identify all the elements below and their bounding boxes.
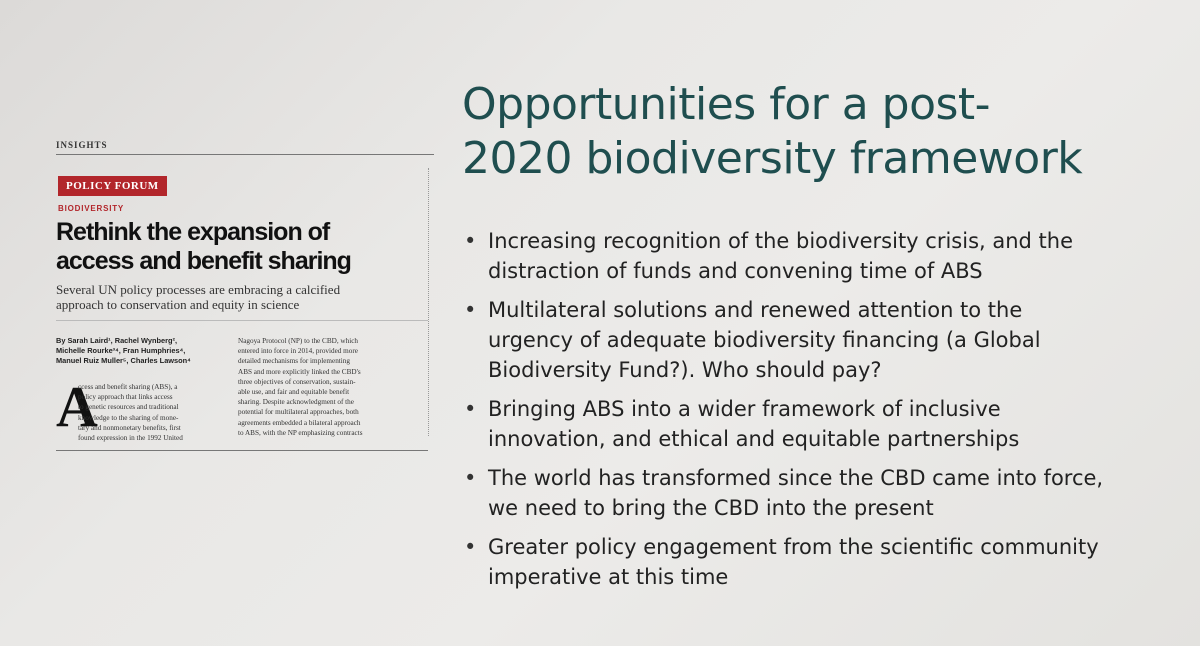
body-line: agreements embedded a bilateral approach <box>238 418 361 427</box>
bullet-line: we need to bring the CBD into the present <box>488 496 934 520</box>
bullet-item <box>462 394 1182 454</box>
section-label: BIODIVERSITY <box>58 204 125 213</box>
body-line: potential for multilateral approaches, both <box>238 408 359 417</box>
bullet-line: Biodiversity Fund?). Who should pay? <box>488 358 882 382</box>
article-subhead <box>56 282 416 312</box>
headline-line: Rethink the expansion of <box>56 218 330 246</box>
bullet-line: Bringing ABS into a wider framework of inclusive <box>488 397 1001 421</box>
title-line: 2020 biodiversity framework <box>462 133 1083 184</box>
subhead-line: approach to conservation and equity in science <box>56 297 300 312</box>
bullet-line: The world has transformed since the CBD came into force, <box>488 466 1104 490</box>
drop-cap: A <box>56 374 98 439</box>
article-body-left-column <box>78 382 230 443</box>
author-line: Manuel Ruiz Muller⁵, Charles Lawson⁴ <box>56 356 191 365</box>
insights-label: INSIGHTS <box>56 140 108 150</box>
column-edge-dots <box>428 168 435 436</box>
bullet-line: distraction of funds and convening time of ABS <box>488 259 983 283</box>
body-line: tary and nonmonetary benefits, first <box>78 423 181 432</box>
body-line: ccess and benefit sharing (ABS), a <box>78 383 178 391</box>
bottom-rule <box>56 450 428 451</box>
body-line: sharing. Despite acknowledgment of the <box>238 398 354 407</box>
bullet-line: Increasing recognition of the biodiversity crisis, and the <box>488 229 1074 253</box>
body-line: knowledge to the sharing of mone- <box>78 413 179 422</box>
bullet-line: Multilateral solutions and renewed attention to the <box>488 298 1023 322</box>
bullet-dot: • <box>464 535 477 559</box>
policy-forum-badge: POLICY FORUM <box>58 176 167 196</box>
body-line: entered into force in 2014, provided more <box>238 347 358 356</box>
bullet-item <box>462 532 1182 592</box>
body-line: to ABS, with the NP emphasizing contracts <box>238 428 363 437</box>
body-line: three objectives of conservation, sustain- <box>238 377 356 386</box>
author-line: By Sarah Laird¹, Rachel Wynberg², <box>56 336 178 345</box>
bullet-item <box>462 226 1182 286</box>
article-authors <box>56 336 232 366</box>
author-line: Michelle Rourke³⁴, Fran Humphries⁴, <box>56 346 186 355</box>
title-line: Opportunities for a post- <box>462 79 991 130</box>
headline-line: access and benefit sharing <box>56 247 351 275</box>
bullet-list <box>462 226 1182 601</box>
bullet-dot: • <box>464 229 477 253</box>
body-line: able use, and fair and equitable benefit <box>238 388 350 397</box>
body-line: policy approach that links access <box>78 393 173 402</box>
bullet-line: imperative at this time <box>488 565 729 589</box>
bullet-dot: • <box>464 466 477 490</box>
bullet-item <box>462 295 1182 385</box>
bullet-line: Greater policy engagement from the scientific community <box>488 535 1099 559</box>
body-line: found expression in the 1992 United <box>78 434 183 443</box>
article-clipping <box>52 132 434 452</box>
mid-rule <box>56 320 428 321</box>
bullet-line: urgency of adequate biodiversity financing (a Global <box>488 328 1041 352</box>
body-line: to genetic resources and traditional <box>78 403 179 412</box>
bullet-line: innovation, and ethical and equitable partnerships <box>488 427 1020 451</box>
bullet-dot: • <box>464 298 477 322</box>
article-headline <box>56 218 416 276</box>
bullet-item <box>462 463 1182 523</box>
subhead-line: Several UN policy processes are embracing a calcified <box>56 282 341 297</box>
body-line: Nagoya Protocol (NP) to the CBD, which <box>238 337 358 345</box>
slide-title <box>462 78 1182 186</box>
bullet-dot: • <box>464 397 477 421</box>
body-line: detailed mechanisms for implementing <box>238 357 350 366</box>
body-line: ABS and more explicitly linked the CBD's <box>238 367 361 376</box>
top-rule <box>56 154 434 155</box>
article-body-right-column <box>238 336 424 438</box>
